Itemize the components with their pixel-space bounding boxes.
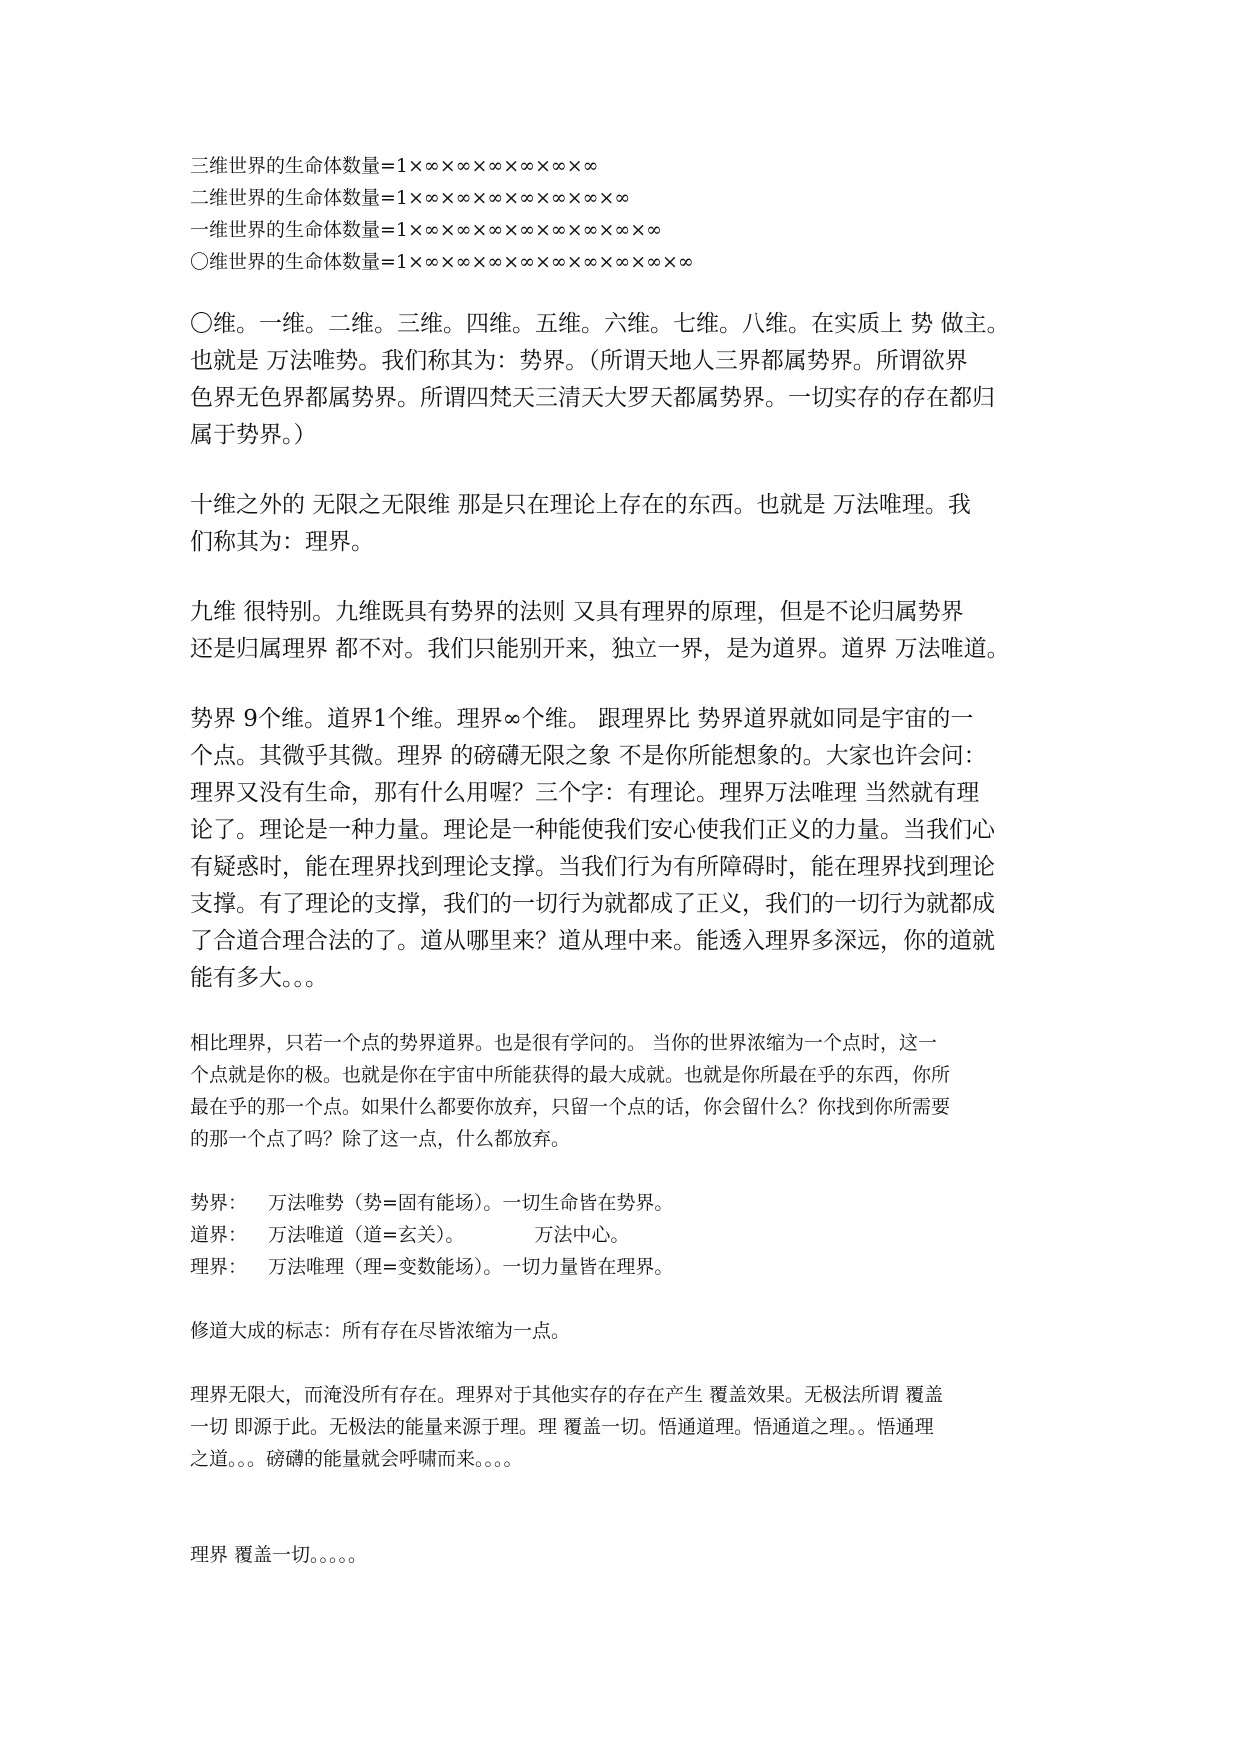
paragraph-line: 有疑惑时，能在理界找到理论支撑。当我们行为有所障碍时，能在理界找到理论 xyxy=(190,854,995,880)
paragraph-line: 个点。其微乎其微。理界 的磅礴无限之象 不是你所能想象的。大家也许会问： xyxy=(190,743,987,769)
paragraph-line: 还是归属理界 都不对。我们只能别开来，独立一界，是为道界。道界 万法唯道。 xyxy=(190,636,1010,662)
document-page xyxy=(190,150,1080,1571)
paragraph-line: 色界无色界都属势界。所谓四梵天三清天大罗天都属势界。一切实存的存在都归 xyxy=(190,385,995,411)
definition-desc: 万法唯理（理=变数能场）。一切力量皆在理界。 xyxy=(268,1256,674,1278)
definition-term: 道界： xyxy=(190,1224,248,1246)
paragraph-line: 也就是 万法唯势。我们称其为：势界。（所谓天地人三界都属势界。所谓欲界 xyxy=(190,348,968,374)
formula-line-3d: 三维世界的生命体数量=1×∞×∞×∞×∞×∞×∞ xyxy=(190,155,599,177)
paragraph-line: 九维 很特别。九维既具有势界的法则 又具有理界的原理，但是不论归属势界 xyxy=(190,599,964,625)
paragraph-line: 属于势界。） xyxy=(190,422,317,448)
definition-desc: 万法唯势（势=固有能场）。一切生命皆在势界。 xyxy=(268,1192,674,1214)
paragraph-line: 理界无限大，而淹没所有存在。理界对于其他实存的存在产生 覆盖效果。无极法所谓 覆盖 xyxy=(190,1384,944,1406)
paragraph-line: 最在乎的那一个点。如果什么都要你放弃，只留一个点的话，你会留什么？你找到你所需要 xyxy=(190,1096,951,1118)
definition-row-daojie xyxy=(190,1219,1080,1251)
paragraph-dimension-count xyxy=(190,701,1080,997)
paragraph-line: 个点就是你的极。也就是你在宇宙中所能获得的最大成就。也就是你所最在乎的东西，你所 xyxy=(190,1064,951,1086)
paragraph-line: 之道。。。磅礴的能量就会呼啸而来。。。。 xyxy=(190,1448,523,1470)
formula-list xyxy=(190,150,1080,278)
definition-term: 理界： xyxy=(190,1256,248,1278)
formula-line-0d: 〇维世界的生命体数量=1×∞×∞×∞×∞×∞×∞×∞×∞×∞ xyxy=(190,251,694,273)
paragraph-line: 修道大成的标志：所有存在尽皆浓缩为一点。 xyxy=(190,1320,571,1342)
paragraph-lijie xyxy=(190,487,1080,561)
paragraph-line: 十维之外的 无限之无限维 那是只在理论上存在的东西。也就是 万法唯理。我 xyxy=(190,492,971,518)
paragraph-shijie xyxy=(190,306,1080,454)
paragraph-line: 理界 覆盖一切。。。。。 xyxy=(190,1544,368,1566)
paragraph-mark xyxy=(190,1315,1080,1347)
definition-row-shijie xyxy=(190,1187,1080,1219)
paragraph-cover xyxy=(190,1379,1080,1475)
definition-term: 势界： xyxy=(190,1192,248,1214)
formula-line-1d: 一维世界的生命体数量=1×∞×∞×∞×∞×∞×∞×∞×∞ xyxy=(190,219,662,241)
closing-line xyxy=(190,1539,1080,1571)
definition-row-lijie xyxy=(190,1251,1080,1283)
paragraph-line: 们称其为：理界。 xyxy=(190,529,374,555)
paragraph-line: 相比理界，只若一个点的势界道界。也是很有学问的。 当你的世界浓缩为一个点时，这一 xyxy=(190,1032,938,1054)
paragraph-line: 了合道合理合法的了。道从哪里来？道从理中来。能透入理界多深远，你的道就 xyxy=(190,928,995,954)
paragraph-line: 能有多大。。。 xyxy=(190,965,328,991)
definition-desc: 万法唯道（道=玄关）。 xyxy=(268,1224,465,1246)
paragraph-line: 论了。理论是一种力量。理论是一种能使我们安心使我们正义的力量。当我们心 xyxy=(190,817,995,843)
paragraph-line: 势界 9个维。道界1个维。理界∞个维。 跟理界比 势界道界就如同是宇宙的一 xyxy=(190,706,974,732)
paragraph-point xyxy=(190,1027,1080,1155)
paragraph-line: 一切 即源于此。无极法的能量来源于理。理 覆盖一切。悟通道理。悟通道之理。。悟通理 xyxy=(190,1416,934,1438)
formula-line-2d: 二维世界的生命体数量=1×∞×∞×∞×∞×∞×∞×∞ xyxy=(190,187,631,209)
paragraph-daojie xyxy=(190,594,1080,668)
paragraph-line: 〇维。一维。二维。三维。四维。五维。六维。七维。八维。在实质上 势 做主。 xyxy=(190,311,1010,337)
paragraph-line: 的那一个点了吗？除了这一点，什么都放弃。 xyxy=(190,1128,571,1150)
paragraph-line: 支撑。有了理论的支撑，我们的一切行为就都成了正义，我们的一切行为就都成 xyxy=(190,891,995,917)
definition-list xyxy=(190,1187,1080,1283)
definition-extra: 万法中心。 xyxy=(534,1224,630,1246)
paragraph-line: 理界又没有生命，那有什么用喔？三个字：有理论。理界万法唯理 当然就有理 xyxy=(190,780,980,806)
